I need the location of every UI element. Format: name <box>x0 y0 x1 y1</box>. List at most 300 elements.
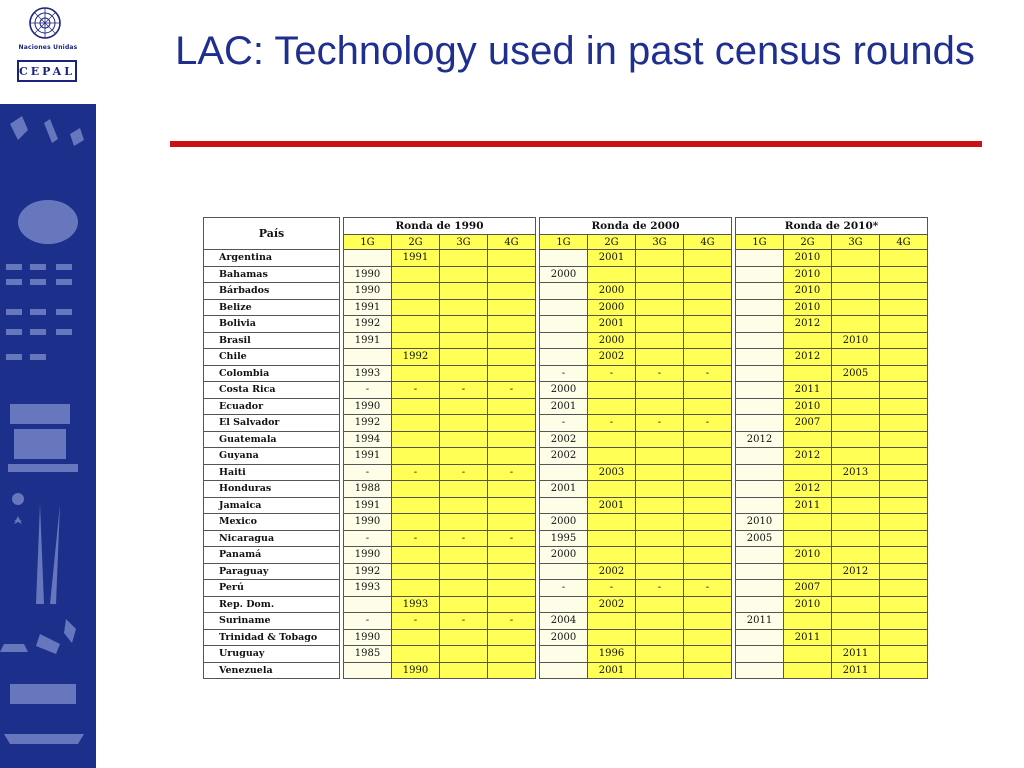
country-cell: Perú <box>204 580 340 597</box>
year-cell <box>880 316 928 333</box>
year-cell <box>736 596 784 613</box>
year-cell <box>440 250 488 267</box>
year-cell <box>588 481 636 498</box>
year-cell: - <box>488 382 536 399</box>
year-cell: 1991 <box>344 497 392 514</box>
year-cell <box>636 266 684 283</box>
year-cell <box>832 514 880 531</box>
year-cell <box>636 398 684 415</box>
round-header-2000: Ronda de 2000 <box>540 218 732 235</box>
year-cell <box>880 349 928 366</box>
year-cell <box>684 613 732 630</box>
year-cell <box>880 299 928 316</box>
year-cell: - <box>488 613 536 630</box>
year-cell: 2012 <box>784 481 832 498</box>
year-cell <box>636 646 684 663</box>
year-cell <box>832 481 880 498</box>
year-cell <box>636 382 684 399</box>
year-cell <box>880 415 928 432</box>
year-cell <box>784 530 832 547</box>
year-cell: 1993 <box>344 365 392 382</box>
year-cell <box>540 563 588 580</box>
year-cell: 1990 <box>344 547 392 564</box>
year-cell <box>784 563 832 580</box>
year-cell <box>440 514 488 531</box>
country-cell: Argentina <box>204 250 340 267</box>
table-row <box>204 547 928 564</box>
year-cell <box>736 365 784 382</box>
year-cell <box>736 580 784 597</box>
year-cell <box>736 266 784 283</box>
year-cell <box>784 365 832 382</box>
year-cell: 1992 <box>344 316 392 333</box>
year-cell <box>488 398 536 415</box>
year-cell <box>684 266 732 283</box>
year-cell: 1991 <box>392 250 440 267</box>
generation-header: 1G <box>736 235 784 250</box>
year-cell: 1992 <box>344 563 392 580</box>
year-cell: 1995 <box>540 530 588 547</box>
year-cell: 2002 <box>540 448 588 465</box>
year-cell: 2001 <box>540 481 588 498</box>
year-cell: 2012 <box>736 431 784 448</box>
table-row <box>204 250 928 267</box>
year-cell <box>344 250 392 267</box>
year-cell <box>540 316 588 333</box>
year-cell: 2005 <box>832 365 880 382</box>
country-cell: Rep. Dom. <box>204 596 340 613</box>
year-cell <box>392 563 440 580</box>
year-cell <box>880 514 928 531</box>
year-cell <box>440 398 488 415</box>
year-cell <box>440 563 488 580</box>
year-cell <box>736 398 784 415</box>
round-header-2010: Ronda de 2010* <box>736 218 928 235</box>
year-cell: - <box>392 382 440 399</box>
year-cell <box>488 481 536 498</box>
year-cell <box>540 332 588 349</box>
year-cell: 1985 <box>344 646 392 663</box>
year-cell <box>832 349 880 366</box>
year-cell <box>880 332 928 349</box>
year-cell <box>636 299 684 316</box>
year-cell: 2000 <box>540 629 588 646</box>
year-cell <box>832 316 880 333</box>
year-cell <box>488 497 536 514</box>
year-cell <box>488 431 536 448</box>
country-cell: Guatemala <box>204 431 340 448</box>
country-cell: Trinidad & Tobago <box>204 629 340 646</box>
year-cell: 1990 <box>344 283 392 300</box>
year-cell <box>880 365 928 382</box>
year-cell <box>832 415 880 432</box>
year-cell <box>488 349 536 366</box>
year-cell <box>684 547 732 564</box>
year-cell <box>736 497 784 514</box>
census-table-container <box>203 217 928 679</box>
year-cell <box>440 646 488 663</box>
generation-header: 1G <box>540 235 588 250</box>
year-cell <box>540 464 588 481</box>
year-cell <box>736 382 784 399</box>
year-cell <box>684 448 732 465</box>
year-cell <box>684 464 732 481</box>
table-row <box>204 629 928 646</box>
year-cell <box>636 547 684 564</box>
year-cell <box>636 349 684 366</box>
table-row <box>204 580 928 597</box>
year-cell: 2012 <box>784 448 832 465</box>
year-cell <box>440 547 488 564</box>
year-cell: - <box>440 464 488 481</box>
year-cell <box>832 382 880 399</box>
table-row <box>204 283 928 300</box>
year-cell: 2012 <box>784 316 832 333</box>
year-cell: 2002 <box>588 349 636 366</box>
year-cell <box>880 250 928 267</box>
year-cell <box>736 283 784 300</box>
year-cell <box>880 283 928 300</box>
year-cell <box>488 448 536 465</box>
year-cell <box>636 250 684 267</box>
table-row <box>204 662 928 679</box>
year-cell <box>736 316 784 333</box>
year-cell <box>540 497 588 514</box>
year-cell <box>880 481 928 498</box>
year-cell <box>588 629 636 646</box>
table-row <box>204 613 928 630</box>
year-cell <box>636 316 684 333</box>
year-cell <box>440 629 488 646</box>
year-cell <box>588 266 636 283</box>
generation-header: 2G <box>392 235 440 250</box>
year-cell: - <box>636 580 684 597</box>
year-cell <box>488 662 536 679</box>
year-cell <box>392 283 440 300</box>
year-cell: 2013 <box>832 464 880 481</box>
year-cell <box>832 613 880 630</box>
year-cell <box>588 448 636 465</box>
year-cell: 2003 <box>588 464 636 481</box>
year-cell <box>684 563 732 580</box>
year-cell <box>344 596 392 613</box>
year-cell: 2011 <box>784 497 832 514</box>
country-cell: Bahamas <box>204 266 340 283</box>
year-cell: - <box>684 580 732 597</box>
year-cell <box>488 316 536 333</box>
year-cell: - <box>636 365 684 382</box>
year-cell <box>684 382 732 399</box>
year-cell <box>832 250 880 267</box>
year-cell: 2010 <box>784 596 832 613</box>
year-cell: 2007 <box>784 580 832 597</box>
year-cell <box>736 481 784 498</box>
year-cell <box>880 382 928 399</box>
year-cell: 1988 <box>344 481 392 498</box>
year-cell <box>440 448 488 465</box>
generation-header: 4G <box>880 235 928 250</box>
petroglyph-decoration-icon <box>0 104 96 768</box>
country-cell: Paraguay <box>204 563 340 580</box>
year-cell: 2001 <box>588 497 636 514</box>
year-cell <box>488 415 536 432</box>
year-cell <box>684 646 732 663</box>
table-row <box>204 415 928 432</box>
country-cell: Venezuela <box>204 662 340 679</box>
year-cell <box>880 431 928 448</box>
year-cell <box>784 431 832 448</box>
year-cell <box>684 283 732 300</box>
year-cell <box>784 613 832 630</box>
year-cell: - <box>344 530 392 547</box>
year-cell <box>636 464 684 481</box>
year-cell <box>784 464 832 481</box>
country-cell: Bolivia <box>204 316 340 333</box>
year-cell <box>684 299 732 316</box>
year-cell <box>488 283 536 300</box>
year-cell <box>784 662 832 679</box>
generation-header: 2G <box>784 235 832 250</box>
year-cell <box>832 448 880 465</box>
year-cell <box>636 530 684 547</box>
year-cell <box>392 365 440 382</box>
year-cell <box>392 448 440 465</box>
country-cell: Uruguay <box>204 646 340 663</box>
year-cell <box>832 596 880 613</box>
year-cell: 2010 <box>784 547 832 564</box>
generation-header: 3G <box>636 235 684 250</box>
country-cell: Brasil <box>204 332 340 349</box>
un-logo-text: Naciones Unidas <box>18 44 78 51</box>
country-cell: Panamá <box>204 547 340 564</box>
year-cell: 2010 <box>784 398 832 415</box>
year-cell <box>736 349 784 366</box>
year-cell: 1991 <box>344 332 392 349</box>
year-cell: 1992 <box>392 349 440 366</box>
year-cell: 2011 <box>784 629 832 646</box>
year-cell <box>588 382 636 399</box>
country-cell: Suriname <box>204 613 340 630</box>
year-cell: - <box>540 415 588 432</box>
year-cell <box>636 431 684 448</box>
year-cell <box>588 613 636 630</box>
year-cell: 2000 <box>588 283 636 300</box>
generation-header: 3G <box>832 235 880 250</box>
year-cell: - <box>540 580 588 597</box>
year-cell <box>736 629 784 646</box>
generation-header: 4G <box>684 235 732 250</box>
year-cell <box>684 481 732 498</box>
year-cell <box>832 530 880 547</box>
table-row <box>204 646 928 663</box>
year-cell <box>488 563 536 580</box>
year-cell <box>392 316 440 333</box>
year-cell <box>440 365 488 382</box>
table-row <box>204 299 928 316</box>
year-cell <box>488 547 536 564</box>
year-cell: 1992 <box>344 415 392 432</box>
table-row <box>204 497 928 514</box>
year-cell: 2011 <box>784 382 832 399</box>
year-cell <box>392 646 440 663</box>
generation-header: 1G <box>344 235 392 250</box>
year-cell <box>684 629 732 646</box>
table-row <box>204 365 928 382</box>
year-cell: 2011 <box>832 662 880 679</box>
year-cell <box>540 299 588 316</box>
year-cell <box>736 250 784 267</box>
year-cell <box>440 316 488 333</box>
year-cell: 2011 <box>736 613 784 630</box>
year-cell <box>540 349 588 366</box>
year-cell <box>880 497 928 514</box>
country-column-header: País <box>204 218 340 250</box>
year-cell: 2010 <box>784 283 832 300</box>
year-cell: - <box>392 613 440 630</box>
year-cell <box>588 547 636 564</box>
table-row <box>204 514 928 531</box>
year-cell: - <box>392 530 440 547</box>
year-cell <box>440 431 488 448</box>
year-cell <box>392 398 440 415</box>
country-cell: Bárbados <box>204 283 340 300</box>
year-cell <box>392 299 440 316</box>
year-cell <box>440 332 488 349</box>
year-cell <box>440 283 488 300</box>
year-cell <box>540 596 588 613</box>
year-cell <box>636 662 684 679</box>
year-cell <box>736 464 784 481</box>
year-cell: 2002 <box>588 596 636 613</box>
country-cell: Guyana <box>204 448 340 465</box>
year-cell <box>488 514 536 531</box>
table-row <box>204 481 928 498</box>
table-row <box>204 596 928 613</box>
year-cell: - <box>440 613 488 630</box>
year-cell: 2000 <box>588 332 636 349</box>
year-cell <box>588 530 636 547</box>
year-cell <box>784 646 832 663</box>
year-cell: 1990 <box>344 266 392 283</box>
table-row <box>204 398 928 415</box>
year-cell <box>684 662 732 679</box>
year-cell <box>636 497 684 514</box>
year-cell <box>736 448 784 465</box>
year-cell: - <box>636 415 684 432</box>
year-cell: - <box>684 365 732 382</box>
year-cell: - <box>588 580 636 597</box>
year-cell <box>636 283 684 300</box>
year-cell <box>684 497 732 514</box>
year-cell <box>684 514 732 531</box>
generation-header: 2G <box>588 235 636 250</box>
year-cell <box>440 299 488 316</box>
year-cell: 2010 <box>784 266 832 283</box>
year-cell <box>588 514 636 531</box>
year-cell: - <box>588 365 636 382</box>
year-cell <box>636 514 684 531</box>
year-cell <box>392 629 440 646</box>
year-cell: 2012 <box>784 349 832 366</box>
year-cell <box>540 662 588 679</box>
year-cell <box>488 299 536 316</box>
year-cell: 1993 <box>344 580 392 597</box>
year-cell <box>392 266 440 283</box>
country-cell: Haiti <box>204 464 340 481</box>
table-row <box>204 266 928 283</box>
year-cell <box>488 596 536 613</box>
year-cell: 2001 <box>540 398 588 415</box>
table-row <box>204 530 928 547</box>
year-cell <box>832 283 880 300</box>
year-cell <box>440 266 488 283</box>
country-cell: El Salvador <box>204 415 340 432</box>
year-cell <box>588 398 636 415</box>
table-row <box>204 448 928 465</box>
year-cell: - <box>588 415 636 432</box>
year-cell <box>684 332 732 349</box>
country-cell: Colombia <box>204 365 340 382</box>
generation-header: 3G <box>440 235 488 250</box>
year-cell <box>344 349 392 366</box>
year-cell: 2000 <box>540 514 588 531</box>
year-cell <box>832 266 880 283</box>
year-cell <box>440 596 488 613</box>
year-cell <box>636 448 684 465</box>
year-cell: 2007 <box>784 415 832 432</box>
country-cell: Belize <box>204 299 340 316</box>
year-cell <box>880 563 928 580</box>
year-cell: 2001 <box>588 316 636 333</box>
year-cell <box>588 431 636 448</box>
year-cell <box>832 431 880 448</box>
year-cell <box>684 596 732 613</box>
year-cell: 2000 <box>540 547 588 564</box>
year-cell: - <box>392 464 440 481</box>
year-cell <box>440 662 488 679</box>
year-cell <box>636 563 684 580</box>
year-cell <box>832 547 880 564</box>
logo-area <box>0 0 96 104</box>
year-cell <box>392 415 440 432</box>
year-cell <box>684 349 732 366</box>
year-cell <box>636 596 684 613</box>
year-cell: 2011 <box>832 646 880 663</box>
year-cell <box>880 530 928 547</box>
year-cell <box>880 266 928 283</box>
un-emblem-icon <box>28 6 62 40</box>
table-row <box>204 332 928 349</box>
year-cell <box>684 250 732 267</box>
year-cell <box>736 415 784 432</box>
year-cell <box>880 464 928 481</box>
year-cell: 2000 <box>588 299 636 316</box>
census-technology-table <box>203 217 928 679</box>
year-cell: - <box>440 382 488 399</box>
year-cell: 2000 <box>540 266 588 283</box>
year-cell: 1993 <box>392 596 440 613</box>
sidebar <box>0 0 96 768</box>
year-cell <box>684 530 732 547</box>
slide-title: LAC: Technology used in past census rounds <box>175 29 975 73</box>
year-cell <box>832 629 880 646</box>
year-cell <box>488 365 536 382</box>
year-cell <box>392 580 440 597</box>
table-row <box>204 431 928 448</box>
year-cell <box>488 646 536 663</box>
year-cell <box>636 481 684 498</box>
year-cell <box>440 580 488 597</box>
